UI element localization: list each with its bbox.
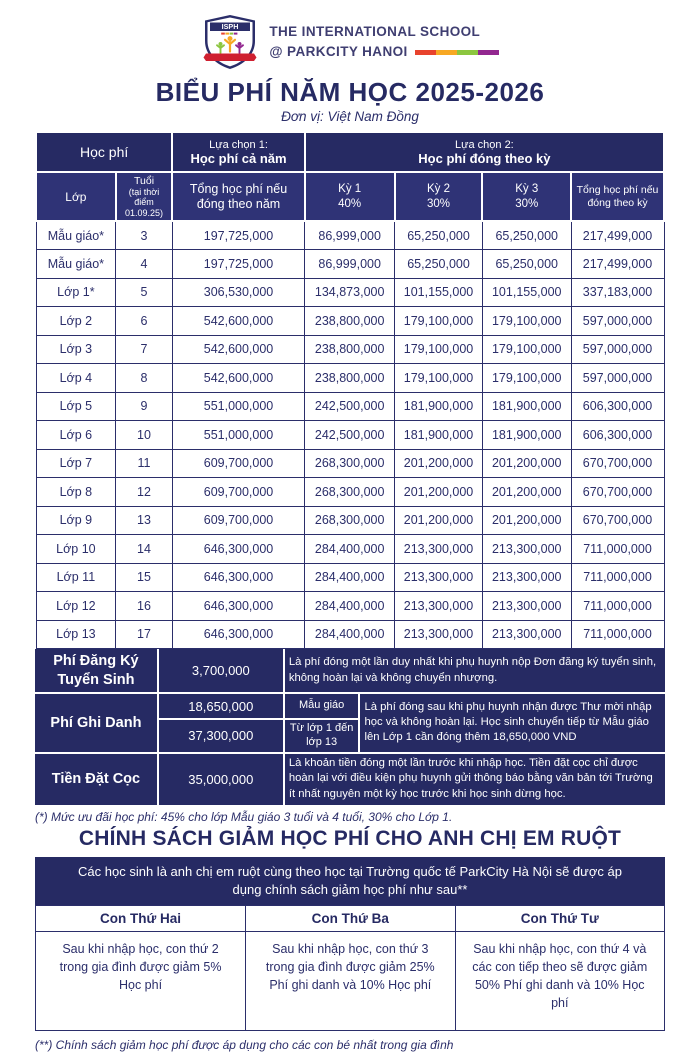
grade-cell: Lớp 7 <box>36 449 116 478</box>
annual-fee-cell: 646,300,000 <box>172 620 305 649</box>
term1-fee-cell: 284,400,000 <box>305 535 395 564</box>
deposit-amount: 35,000,000 <box>158 753 284 805</box>
term2-fee-cell: 181,900,000 <box>395 421 483 450</box>
fee-table-header-row2 <box>36 172 664 221</box>
brand-row <box>0 14 700 70</box>
grade-cell: Lớp 3 <box>36 335 116 364</box>
header-term3: Kỳ 3 30% <box>482 172 571 221</box>
annual-fee-cell: 306,530,000 <box>172 278 305 307</box>
sibling-policy-content-row <box>36 931 665 1031</box>
school-name-line2: @ PARKCITY HANOI <box>269 44 408 59</box>
grade-cell: Mẫu giáo* <box>36 250 116 279</box>
option1-title: Học phí cả năm <box>190 150 287 166</box>
registration-fee-label: Phí Đăng Ký Tuyển Sinh <box>35 649 158 693</box>
enrollment-fee-row-1 <box>35 693 665 719</box>
fee-row <box>36 392 664 421</box>
sibling-policy-title: CHÍNH SÁCH GIẢM HỌC PHÍ CHO ANH CHỊ EM RUỘT <box>78 826 622 850</box>
term1-fee-cell: 86,999,000 <box>305 250 395 279</box>
term3-fee-cell: 201,200,000 <box>482 449 571 478</box>
deposit-label: Tiền Đặt Cọc <box>35 753 158 805</box>
term3-fee-cell: 201,200,000 <box>482 478 571 507</box>
registration-fee-row <box>35 649 665 693</box>
age-cell: 16 <box>116 592 173 621</box>
term2-fee-cell: 201,200,000 <box>395 506 483 535</box>
enrollment-category-grades: Từ lớp 1 đến lớp 13 <box>284 719 360 753</box>
term2-fee-cell: 213,300,000 <box>395 535 483 564</box>
term2-fee-cell: 213,300,000 <box>395 620 483 649</box>
fee-row <box>36 563 664 592</box>
annual-fee-cell: 542,600,000 <box>172 335 305 364</box>
fee-row <box>36 620 664 649</box>
enrollment-category-kindergarten: Mẫu giáo <box>284 693 360 719</box>
fee-row <box>36 250 664 279</box>
term2-fee-cell: 65,250,000 <box>395 250 483 279</box>
annual-fee-cell: 609,700,000 <box>172 449 305 478</box>
age-cell: 11 <box>116 449 173 478</box>
option1-label: Lựa chọn 1: <box>209 138 268 151</box>
term2-fee-cell: 201,200,000 <box>395 449 483 478</box>
term-total-fee-cell: 217,499,000 <box>571 221 664 250</box>
fourth-child-header: Con Thứ Tư <box>455 905 664 931</box>
grade-cell: Mẫu giáo* <box>36 221 116 250</box>
second-child-text: Sau khi nhập học, con thứ 2 trong gia đình được giảm 5% Học phí <box>36 931 246 1031</box>
sibling-policy-banner: Các học sinh là anh chị em ruột cùng theo học tại Trường quốc tế ParkCity Hà Nội sẽ được áp dụng chính sách giảm học phí như sau** <box>35 857 665 905</box>
third-child-text: Sau khi nhập học, con thứ 3 trong gia đình được giảm 25% Phí ghi danh và 10% Học phí <box>246 931 455 1031</box>
grade-cell: Lớp 5 <box>36 392 116 421</box>
term1-fee-cell: 268,300,000 <box>305 506 395 535</box>
term3-fee-cell: 181,900,000 <box>482 392 571 421</box>
term3-fee-cell: 179,100,000 <box>482 307 571 336</box>
page-title: BIỂU PHÍ NĂM HỌC 2025-2026 <box>155 77 545 107</box>
fee-row <box>36 335 664 364</box>
grade-cell: Lớp 10 <box>36 535 116 564</box>
dash-green <box>457 50 478 55</box>
annual-fee-cell: 551,000,000 <box>172 421 305 450</box>
sibling-policy-header-row <box>36 905 665 931</box>
deposit-row <box>35 753 665 805</box>
currency-subtitle: Đơn vị: Việt Nam Đồng <box>281 109 419 124</box>
term1-fee-cell: 86,999,000 <box>305 221 395 250</box>
third-child-header: Con Thứ Ba <box>246 905 455 931</box>
grade-cell: Lớp 11 <box>36 563 116 592</box>
age-cell: 3 <box>116 221 173 250</box>
term-total-fee-cell: 711,000,000 <box>571 535 664 564</box>
annual-fee-cell: 542,600,000 <box>172 364 305 393</box>
term3-fee-cell: 213,300,000 <box>482 620 571 649</box>
page-header <box>0 0 700 124</box>
sibling-policy-footnote: (**) Chính sách giảm học phí được áp dụng cho các con bé nhất trong gia đình <box>35 1038 454 1052</box>
brand-color-dashes <box>415 50 499 55</box>
age-cell: 6 <box>116 307 173 336</box>
school-crest-icon <box>201 14 259 70</box>
dash-orange <box>436 50 457 55</box>
option2-label: Lựa chọn 2: <box>455 138 514 151</box>
term3-fee-cell: 179,100,000 <box>482 335 571 364</box>
term1-fee-cell: 238,800,000 <box>305 335 395 364</box>
header-term-total: Tổng học phí nếu đóng theo kỳ <box>571 172 664 221</box>
school-name <box>269 22 498 61</box>
term3-fee-cell: 213,300,000 <box>482 563 571 592</box>
crest-monogram: ISPH <box>221 22 239 32</box>
annual-fee-cell: 197,725,000 <box>172 250 305 279</box>
age-cell: 17 <box>116 620 173 649</box>
term2-fee-cell: 213,300,000 <box>395 592 483 621</box>
term3-fee-cell: 101,155,000 <box>482 278 571 307</box>
age-cell: 4 <box>116 250 173 279</box>
term2-fee-cell: 181,900,000 <box>395 392 483 421</box>
term1-fee-cell: 242,500,000 <box>305 421 395 450</box>
term1-fee-cell: 284,400,000 <box>305 592 395 621</box>
fee-row <box>36 535 664 564</box>
school-name-line1: THE INTERNATIONAL SCHOOL <box>269 24 481 40</box>
header-option1 <box>172 132 305 172</box>
dash-red <box>415 50 436 55</box>
fee-row <box>36 478 664 507</box>
term3-fee-cell: 179,100,000 <box>482 364 571 393</box>
fee-row <box>36 364 664 393</box>
fourth-child-text: Sau khi nhập học, con thứ 4 và các con tiếp theo sẽ được giảm 50% Phí ghi danh và 10% Học phí <box>455 931 664 1031</box>
grade-cell: Lớp 2 <box>36 307 116 336</box>
term3-fee-cell: 213,300,000 <box>482 592 571 621</box>
grade-cell: Lớp 12 <box>36 592 116 621</box>
grade-cell: Lớp 4 <box>36 364 116 393</box>
extra-fees-table <box>35 649 665 805</box>
annual-fee-cell: 646,300,000 <box>172 592 305 621</box>
term3-fee-cell: 213,300,000 <box>482 535 571 564</box>
annual-fee-cell: 646,300,000 <box>172 563 305 592</box>
grade-cell: Lớp 8 <box>36 478 116 507</box>
term-total-fee-cell: 711,000,000 <box>571 563 664 592</box>
term2-fee-cell: 201,200,000 <box>395 478 483 507</box>
fee-row <box>36 592 664 621</box>
term-total-fee-cell: 217,499,000 <box>571 250 664 279</box>
term-total-fee-cell: 711,000,000 <box>571 592 664 621</box>
header-option2 <box>305 132 664 172</box>
tuition-fee-table <box>35 131 665 649</box>
term-total-fee-cell: 597,000,000 <box>571 364 664 393</box>
fee-row <box>36 221 664 250</box>
header-term2: Kỳ 2 30% <box>395 172 483 221</box>
age-cell: 13 <box>116 506 173 535</box>
fee-row <box>36 449 664 478</box>
term1-fee-cell: 238,800,000 <box>305 307 395 336</box>
header-grade: Lớp <box>36 172 116 221</box>
dash-purple <box>478 50 499 55</box>
fee-row <box>36 506 664 535</box>
term2-fee-cell: 179,100,000 <box>395 335 483 364</box>
deposit-description: Là khoản tiền đóng một lần trước khi nhập học. Tiền đặt cọc chỉ được hoàn lại với điều kiện phụ huynh gửi thông báo bằng văn bản tới Trường ít nhất nguyên một kỳ học trước khi học sinh dừng học. <box>284 753 665 805</box>
term1-fee-cell: 242,500,000 <box>305 392 395 421</box>
registration-fee-amount: 3,700,000 <box>158 649 284 693</box>
term-total-fee-cell: 670,700,000 <box>571 506 664 535</box>
header-age: Tuổi (tại thời điểm 01.09.25) <box>116 172 173 221</box>
enrollment-fee-label: Phí Ghi Danh <box>35 693 158 753</box>
age-cell: 5 <box>116 278 173 307</box>
term-total-fee-cell: 597,000,000 <box>571 307 664 336</box>
annual-fee-cell: 551,000,000 <box>172 392 305 421</box>
term-total-fee-cell: 606,300,000 <box>571 421 664 450</box>
age-cell: 14 <box>116 535 173 564</box>
discount-footnote: (*) Mức ưu đãi học phí: 45% cho lớp Mẫu giáo 3 tuổi và 4 tuổi, 30% cho Lớp 1. <box>35 809 453 824</box>
enrollment-fee-amount-grades: 37,300,000 <box>158 719 284 753</box>
term1-fee-cell: 134,873,000 <box>305 278 395 307</box>
option2-title: Học phí đóng theo kỳ <box>418 150 551 166</box>
term1-fee-cell: 268,300,000 <box>305 449 395 478</box>
term-total-fee-cell: 711,000,000 <box>571 620 664 649</box>
age-cell: 15 <box>116 563 173 592</box>
header-hoc-phi: Học phí <box>36 132 172 172</box>
grade-cell: Lớp 1* <box>36 278 116 307</box>
fee-table-header-row1 <box>36 132 664 172</box>
fee-row <box>36 307 664 336</box>
term3-fee-cell: 181,900,000 <box>482 421 571 450</box>
crest-ribbon <box>204 54 257 62</box>
term2-fee-cell: 213,300,000 <box>395 563 483 592</box>
term2-fee-cell: 65,250,000 <box>395 221 483 250</box>
enrollment-fee-amount-kindergarten: 18,650,000 <box>158 693 284 719</box>
term1-fee-cell: 284,400,000 <box>305 563 395 592</box>
term2-fee-cell: 101,155,000 <box>395 278 483 307</box>
enrollment-fee-description: Là phí đóng sau khi phụ huynh nhận được Thư mời nhập học và không hoàn lại. Học sinh chuyển tiếp từ Mẫu giáo lên Lớp 1 cần đóng thêm 18,650,000 VND <box>359 693 665 753</box>
term-total-fee-cell: 670,700,000 <box>571 449 664 478</box>
term1-fee-cell: 268,300,000 <box>305 478 395 507</box>
grade-cell: Lớp 6 <box>36 421 116 450</box>
header-term1: Kỳ 1 40% <box>305 172 395 221</box>
term3-fee-cell: 201,200,000 <box>482 506 571 535</box>
term3-fee-cell: 65,250,000 <box>482 221 571 250</box>
term2-fee-cell: 179,100,000 <box>395 364 483 393</box>
age-cell: 10 <box>116 421 173 450</box>
annual-fee-cell: 646,300,000 <box>172 535 305 564</box>
term-total-fee-cell: 606,300,000 <box>571 392 664 421</box>
age-cell: 12 <box>116 478 173 507</box>
sibling-policy-table <box>35 905 665 1032</box>
second-child-header: Con Thứ Hai <box>36 905 246 931</box>
age-cell: 7 <box>116 335 173 364</box>
fee-row <box>36 278 664 307</box>
annual-fee-cell: 609,700,000 <box>172 478 305 507</box>
annual-fee-cell: 197,725,000 <box>172 221 305 250</box>
term-total-fee-cell: 670,700,000 <box>571 478 664 507</box>
grade-cell: Lớp 9 <box>36 506 116 535</box>
term1-fee-cell: 284,400,000 <box>305 620 395 649</box>
age-cell: 8 <box>116 364 173 393</box>
term-total-fee-cell: 337,183,000 <box>571 278 664 307</box>
age-cell: 9 <box>116 392 173 421</box>
registration-fee-description: Là phí đóng một lần duy nhất khi phụ huynh nộp Đơn đăng ký tuyển sinh, không hoàn lại và không chuyển nhượng. <box>284 649 665 693</box>
fee-row <box>36 421 664 450</box>
term2-fee-cell: 179,100,000 <box>395 307 483 336</box>
term1-fee-cell: 238,800,000 <box>305 364 395 393</box>
grade-cell: Lớp 13 <box>36 620 116 649</box>
annual-fee-cell: 542,600,000 <box>172 307 305 336</box>
annual-fee-cell: 609,700,000 <box>172 506 305 535</box>
term3-fee-cell: 65,250,000 <box>482 250 571 279</box>
term-total-fee-cell: 597,000,000 <box>571 335 664 364</box>
header-annual-total: Tổng học phí nếu đóng theo năm <box>172 172 305 221</box>
